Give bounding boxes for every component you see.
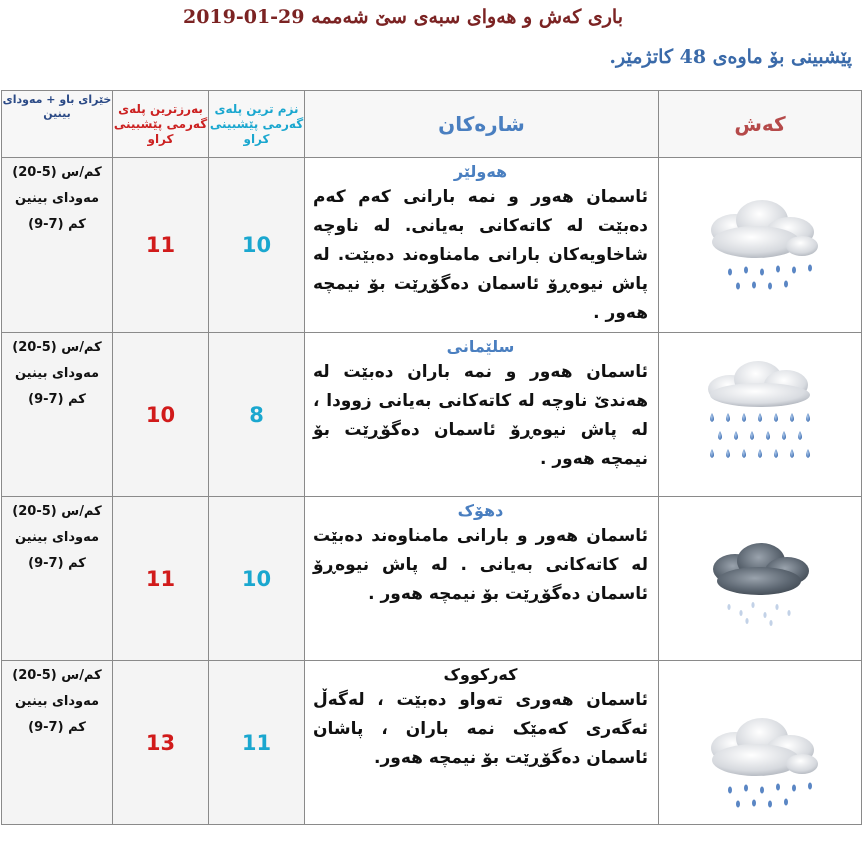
max-temp-cell: 13: [113, 661, 209, 825]
visibility-value: (9-7) کم: [28, 392, 86, 407]
header-max-temp: بەرزترین پلەی گەرمی پێشبینی کراو: [113, 91, 209, 158]
visibility-label: مەودای بینین: [14, 694, 100, 709]
header-cities: شارەکان: [305, 91, 659, 158]
weather-icon-cell: [659, 497, 862, 661]
forecast-text: ئاسمان هەور و بارانی مامناوەند دەبێت لە کاتەکانی بەیانی . لە پاش نیوەڕۆ ئاسمان دەگۆڕێت بۆ نیمچە هەور .: [313, 526, 648, 604]
cloud-light-rain-icon: [690, 190, 830, 300]
min-temp-cell: 11: [209, 661, 305, 825]
visibility-label: مەودای بینین: [14, 191, 100, 206]
visibility-value: (9-7) کم: [28, 556, 86, 571]
wind-speed: (20-5) کم/س: [12, 668, 102, 683]
wind-speed: (20-5) کم/س: [12, 165, 102, 180]
weather-icon-cell: [659, 333, 862, 497]
wind-visibility-cell: [2, 497, 113, 661]
wind-visibility-cell: [2, 333, 113, 497]
wind-speed: (20-5) کم/س: [12, 340, 102, 355]
city-description-cell: [305, 661, 659, 825]
wind-visibility-cell: [2, 158, 113, 333]
city-name: هەولێر: [453, 162, 508, 181]
forecast-text: ئاسمان هەور و نمە بارانی کەم کەم دەبێت لە کاتەکانی بەیانی. لە ناوچە شاخاویەکان بارانی مامناوەند دەبێت. لە پاش نیوەڕۆ ئاسمان دەگۆڕێت بۆ نیمچە هەور .: [313, 187, 648, 323]
page-title: [0, 6, 800, 28]
visibility-value: (9-7) کم: [28, 720, 86, 735]
dark-cloud-rain-icon: [695, 529, 825, 629]
max-temp-cell: 11: [113, 497, 209, 661]
header-weather: کەش: [659, 91, 862, 158]
table-row: [2, 158, 862, 333]
city-description-cell: [305, 158, 659, 333]
header-wind-visibility: خێرای باو + مەودای بینین: [2, 91, 113, 158]
min-temp-cell: 8: [209, 333, 305, 497]
cloud-heavy-rain-icon: [690, 355, 830, 475]
wind-speed: (20-5) کم/س: [12, 504, 102, 519]
weather-icon-cell: [659, 661, 862, 825]
max-temp-cell: 11: [113, 158, 209, 333]
min-temp-cell: 10: [209, 158, 305, 333]
title-text: باری کەش و هەوای سبەی سێ شەممە: [311, 6, 624, 28]
title-date: 2019-01-29: [182, 6, 305, 28]
city-description-cell: [305, 497, 659, 661]
page-subtitle: پێشبینی بۆ ماوەی 48 کاتژمێر.: [609, 46, 852, 68]
city-name: دهۆک: [457, 501, 504, 520]
max-temp-cell: 10: [113, 333, 209, 497]
table-row: [2, 661, 862, 825]
table-header-row: [2, 91, 862, 158]
city-description-cell: [305, 333, 659, 497]
header-min-temp: نزم ترین پلەی گەرمی پێشبینی کراو: [209, 91, 305, 158]
forecast-text: ئاسمان هەوری تەواو دەبێت ، لەگەڵ ئەگەری کەمێک نمە باران ، پاشان ئاسمان دەگۆڕێت بۆ نیمچە هەور.: [313, 690, 648, 768]
cloud-light-rain-icon: [690, 708, 830, 818]
visibility-label: مەودای بینین: [14, 366, 100, 381]
forecast-table: [1, 90, 862, 825]
city-name: سلێمانی: [446, 337, 515, 356]
visibility-value: (9-7) کم: [28, 217, 86, 232]
visibility-label: مەودای بینین: [14, 530, 100, 545]
wind-visibility-cell: [2, 661, 113, 825]
table-row: [2, 497, 862, 661]
weather-icon-cell: [659, 158, 862, 333]
table-row: [2, 333, 862, 497]
min-temp-cell: 10: [209, 497, 305, 661]
forecast-text: ئاسمان هەور و نمە باران دەبێت لە هەندێ ناوچە لە کاتەکانی بەیانی زوودا ، لە پاش نیوەڕۆ ئاسمان دەگۆڕێت بۆ نیمچە هەور .: [313, 362, 648, 469]
city-name: کەرکووک: [443, 665, 518, 684]
